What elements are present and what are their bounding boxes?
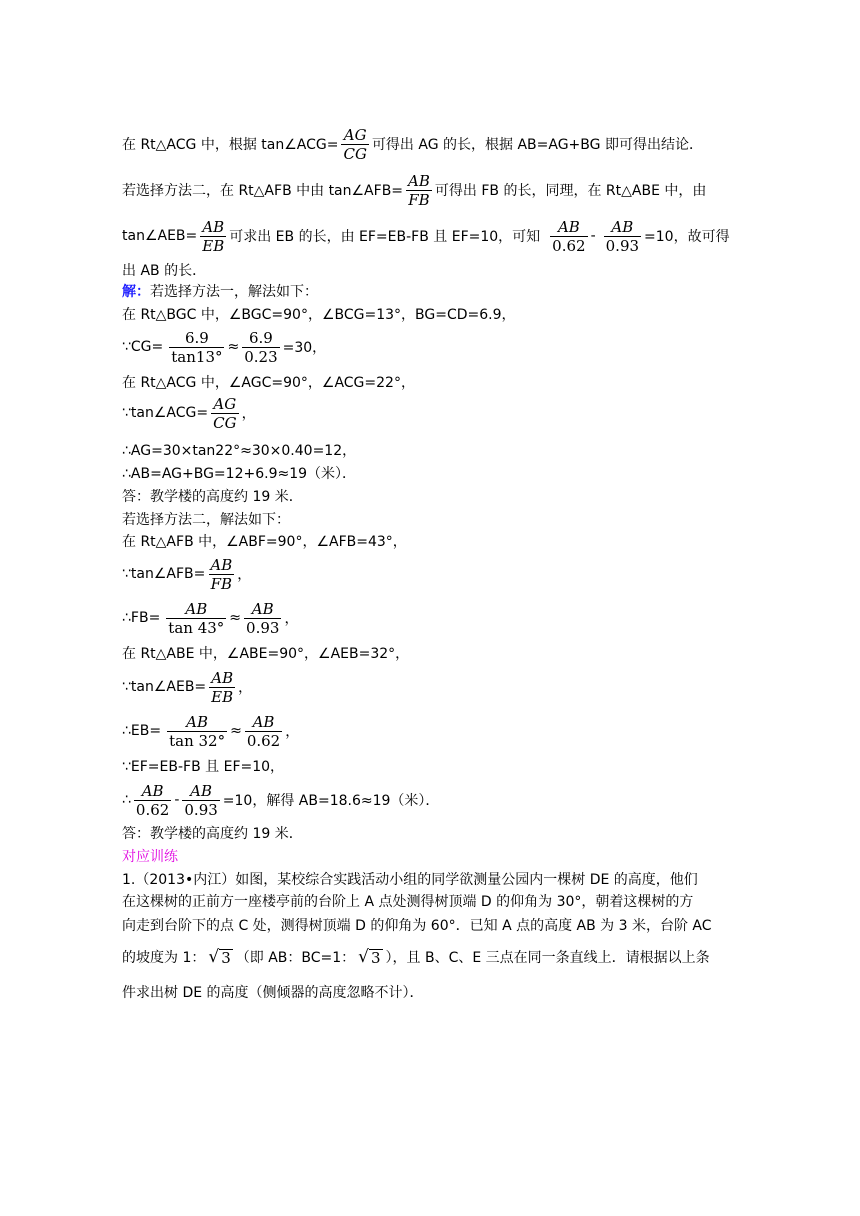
approx-sign: ≈	[227, 339, 240, 355]
text: =10，故可得	[644, 229, 730, 245]
text: =30，	[282, 340, 327, 356]
fraction	[167, 713, 227, 750]
fraction	[169, 329, 224, 366]
radicand: 3	[371, 949, 381, 967]
denominator: 0.23	[244, 347, 278, 366]
text: 在 Rt△AFB 中，∠ABF=90°，∠AFB=43°，	[122, 534, 407, 550]
text: 出 AB 的长．	[122, 263, 207, 279]
solution-m1-line-5	[122, 439, 356, 461]
problem-1-line-1	[122, 868, 698, 890]
solution-m2-line-1	[122, 530, 407, 552]
denominator: CG	[213, 413, 237, 432]
denominator: 0.62	[552, 236, 586, 255]
denominator: 0.62	[246, 731, 281, 750]
text: 向走到台阶下的点 C 处，测得树顶端 D 的仰角为 60°．已知 A 点的高度 AB 为 3 米，台阶 AC	[122, 918, 712, 934]
sqrt	[358, 948, 382, 966]
solution-m1-line-4	[122, 394, 256, 432]
fraction	[166, 600, 226, 637]
text: （即 AB：BC=1：	[235, 950, 356, 966]
text: tan∠AEB=	[122, 228, 198, 244]
text: 在 Rt△ACG 中，∠AGC=90°，∠ACG=22°，	[122, 375, 415, 391]
text: ，	[237, 567, 252, 583]
solution-m2-line-7	[122, 755, 284, 777]
fraction	[182, 782, 219, 819]
solution-m1-line-3	[122, 371, 415, 393]
solution-intro-2	[122, 508, 290, 530]
text: ∵tan∠ACG=	[122, 405, 209, 421]
training-heading	[122, 845, 178, 867]
analysis-line-3	[122, 217, 730, 255]
numerator: AB	[186, 712, 209, 731]
text: ，	[284, 611, 299, 627]
solution-m2-line-3	[122, 599, 299, 637]
numerator: AB	[202, 217, 225, 236]
text: ∴AB=AG+BG=12+6.9≈19（米）．	[122, 466, 357, 482]
denominator: EB	[211, 687, 234, 706]
minus-sign: -	[590, 228, 596, 244]
fraction	[211, 395, 238, 432]
solution-m1-answer	[122, 485, 303, 507]
denominator: tan 32°	[169, 731, 226, 750]
radical-sign: √	[358, 947, 369, 967]
denominator: FB	[408, 190, 430, 209]
solution-intro-1	[122, 280, 318, 302]
analysis-line-2	[122, 171, 707, 209]
text: ∴EB=	[122, 723, 162, 739]
text: ∵CG=	[122, 339, 164, 355]
numerator: AB	[557, 217, 580, 236]
numerator: AB	[252, 712, 275, 731]
numerator: AB	[211, 668, 234, 687]
text: ，	[238, 680, 253, 696]
problem-1-line-5	[122, 981, 424, 1003]
text: 答：教学楼的高度约 19 米．	[122, 826, 303, 842]
analysis-line-4	[122, 259, 206, 281]
solution-m2-line-2	[122, 555, 252, 593]
text: 件求出树 DE 的高度（侧倾器的高度忽略不计）．	[122, 985, 424, 1001]
sqrt	[208, 948, 232, 966]
fraction	[134, 782, 171, 819]
approx-sign: ≈	[229, 610, 242, 626]
text: ∵tan∠AFB=	[122, 566, 206, 582]
fraction	[406, 172, 432, 209]
numerator: AB	[408, 171, 430, 190]
problem-1-line-2	[122, 890, 693, 912]
fraction	[604, 218, 641, 255]
text: 的坡度为 1：	[122, 950, 206, 966]
fraction	[200, 218, 226, 255]
text: ，	[285, 724, 300, 740]
analysis-line-1	[122, 125, 703, 163]
fraction	[341, 126, 368, 163]
numerator: AB	[210, 555, 233, 574]
denominator: FB	[210, 574, 233, 593]
solution-m2-line-4	[122, 642, 409, 664]
numerator: AB	[185, 599, 208, 618]
fraction	[208, 556, 234, 593]
text: 对应训练	[122, 849, 178, 865]
text: 可求出 EB 的长，由 EF=EB-FB 且 EF=10，可知	[229, 229, 541, 245]
text: ∴AG=30×tan22°≈30×0.40=12，	[122, 443, 357, 459]
denominator: 0.93	[605, 236, 640, 255]
text: ∵EF=EB-FB 且 EF=10，	[122, 759, 285, 775]
text: 在这棵树的正前方一座楼亭前的台阶上 A 点处测得树顶端 D 的仰角为 30°，朝着这棵树的方	[122, 894, 694, 910]
text: 1.（2013•内江）如图，某校综合实践活动小组的同学欲测量公园内一棵树 DE 的高度，他们	[122, 872, 698, 888]
text: 在 Rt△BGC 中，∠BGC=90°，∠BCG=13°，BG=CD=6.9，	[122, 307, 516, 323]
text: =10，解得 AB=18.6≈19（米）．	[222, 793, 440, 809]
solution-m1-line-2	[122, 328, 327, 366]
problem-1-line-4	[122, 946, 710, 968]
solution-m2-line-8	[122, 781, 440, 819]
text: ∴FB=	[122, 610, 161, 626]
approx-sign: ≈	[230, 723, 242, 739]
solution-m2-line-6	[122, 712, 300, 750]
text: ∴	[122, 792, 131, 808]
solution-label: 解：	[122, 284, 150, 300]
text: 若选择方法二，解法如下：	[122, 512, 290, 528]
denominator: tan13°	[171, 347, 223, 366]
fraction	[245, 713, 282, 750]
solution-m2-line-5	[122, 668, 253, 706]
denominator: tan 43°	[168, 618, 225, 637]
text: 答：教学楼的高度约 19 米．	[122, 489, 303, 505]
numerator: AG	[213, 394, 237, 413]
solution-m1-line-1	[122, 303, 516, 325]
denominator: EB	[202, 236, 225, 255]
numerator: 6.9	[248, 328, 273, 347]
problem-1-line-3	[122, 914, 712, 936]
numerator: 6.9	[184, 328, 209, 347]
numerator: AB	[611, 217, 634, 236]
numerator: AB	[141, 781, 164, 800]
fraction	[550, 218, 587, 255]
fraction	[244, 600, 281, 637]
denominator: CG	[343, 144, 367, 163]
text: 在 Rt△ACG 中，根据 tan∠ACG=	[122, 137, 339, 153]
denominator: 0.93	[184, 800, 218, 819]
radical-sign: √	[208, 947, 220, 967]
fraction	[242, 329, 279, 366]
radicand: 3	[221, 949, 231, 967]
numerator: AB	[251, 599, 274, 618]
text: 可得出 FB 的长，同理，在 Rt△ABE 中，由	[434, 183, 707, 199]
denominator: 0.62	[135, 800, 170, 819]
fraction	[209, 669, 235, 706]
text: ，	[241, 406, 256, 422]
text: 在 Rt△ABE 中，∠ABE=90°，∠AEB=32°，	[122, 646, 410, 662]
numerator: AB	[190, 781, 213, 800]
text: 若选择方法二，在 Rt△AFB 中由 tan∠AFB=	[122, 183, 404, 199]
text: ∵tan∠AEB=	[122, 679, 207, 695]
text: 可得出 AG 的长，根据 AB=AG+BG 即可得出结论．	[371, 137, 703, 153]
text: 若选择方法一，解法如下：	[150, 284, 318, 300]
text: ），且 B、C、E 三点在同一条直线上．请根据以上条	[385, 950, 710, 966]
minus-sign: -	[174, 792, 180, 808]
denominator: 0.93	[246, 618, 280, 637]
solution-m1-line-6	[122, 462, 356, 484]
numerator: AG	[343, 125, 367, 144]
solution-m2-answer	[122, 822, 303, 844]
